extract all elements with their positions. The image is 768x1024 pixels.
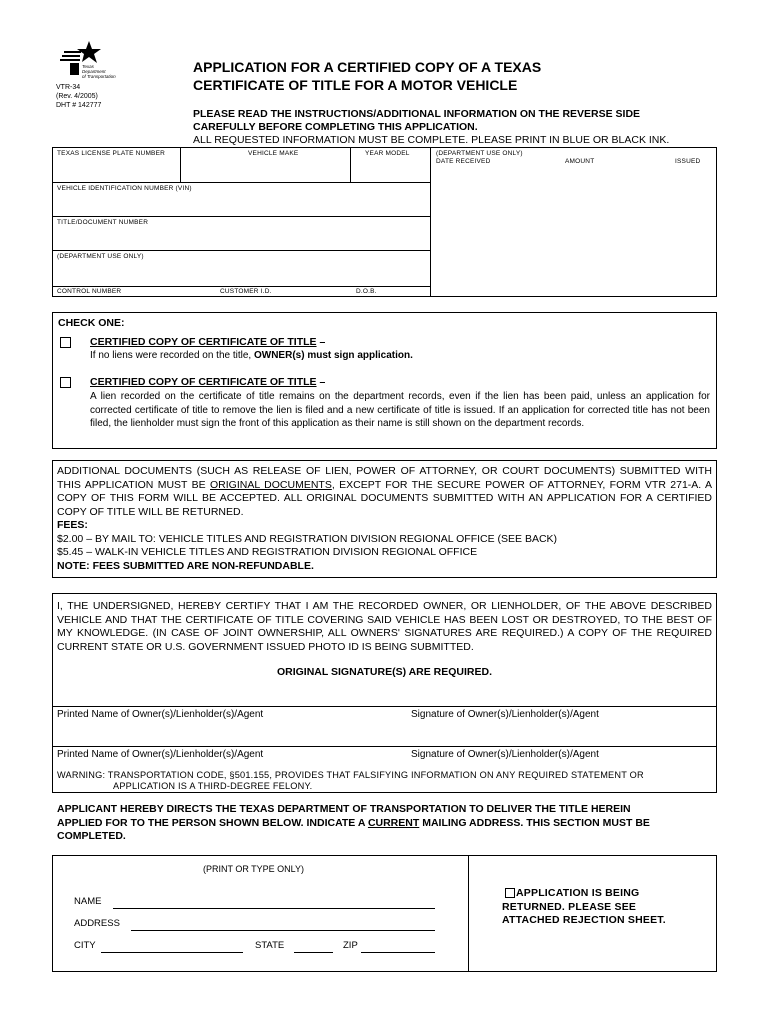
logo-line-2: Department: [82, 69, 106, 74]
dept-use-header: (DEPARTMENT USE ONLY): [436, 150, 523, 157]
option-1-dash: –: [316, 336, 326, 348]
fee-walk-in: $5.45 – WALK-IN VEHICLE TITLES AND REGISTRATION DIVISION REGIONAL OFFICE: [57, 546, 478, 558]
rejection-line-1: APPLICATION IS BEING: [516, 887, 640, 899]
city-label: CITY: [74, 940, 96, 951]
rejection-line-2: RETURNED. PLEASE SEE: [502, 900, 637, 913]
issued-label: ISSUED: [675, 158, 701, 165]
option-1-title: [90, 336, 325, 348]
option-2-description: A lien recorded on the certificate of title remains on the department records, even if the lien has been paid, unless an application for corrected certificate of title to remove the lien is filed and a new certificate of title is issued. If an application for corrected title has not been filed, the lienholder must sign the front of this application as their name is still shown on the department records.: [90, 391, 710, 429]
logo-line-1: Texas: [82, 64, 94, 69]
option-1-checkbox[interactable]: [60, 337, 71, 348]
documents-text-b: , EXCEPT FOR THE SECURE POWER OF ATTORNEY, FORM VTR 271-A. A COPY OF THIS FORM WILL BE ACCEPTED. ALL ORIGINAL DOCUMENTS SUBMITTED WITH AN APPLICATION FOR A CERTIFIED COPY OF TITLE WILL BE RETURNED.: [57, 478, 713, 518]
original-signature-required: ORIGINAL SIGNATURE(S) ARE REQUIRED.: [276, 666, 493, 678]
department-use-field: (DEPARTMENT USE ONLY): [57, 253, 144, 260]
state-label: STATE: [255, 940, 285, 951]
directive-line-1: APPLICANT HEREBY DIRECTS THE TEXAS DEPARTMENT OF TRANSPORTATION TO DELIVER THE TITLE HEREIN: [57, 803, 631, 815]
instructions-line-2: CAREFULLY BEFORE COMPLETING THIS APPLICATION.: [193, 121, 478, 133]
page-title: [193, 58, 541, 94]
year-model-field[interactable]: YEAR MODEL: [365, 150, 410, 157]
print-or-type-note: (PRINT OR TYPE ONLY): [203, 864, 305, 874]
instructions: [193, 108, 669, 147]
option-1-description: [90, 350, 413, 361]
delivery-directive: [57, 803, 712, 844]
option-2-dash: –: [316, 376, 326, 388]
divider: [52, 746, 717, 747]
date-received-label: DATE RECEIVED: [436, 158, 491, 165]
address-input[interactable]: [131, 930, 435, 931]
form-revision: (Rev. 4/2005): [56, 93, 98, 100]
logo-line-3: of Transportation: [82, 74, 116, 79]
instructions-line-3: ALL REQUESTED INFORMATION MUST BE COMPLETE. PLEASE PRINT IN BLUE OR BLACK INK.: [193, 134, 670, 146]
form-number: VTR-34: [56, 84, 81, 91]
fee-by-mail: $2.00 – BY MAIL TO: VEHICLE TITLES AND REGISTRATION DIVISION REGIONAL OFFICE (SEE BACK): [57, 533, 558, 545]
warning-line-1: WARNING: TRANSPORTATION CODE, §501.155, PROVIDES THAT FALSIFYING INFORMATION ON ANY REQUIRED STATEMENT OR: [57, 770, 644, 780]
divider: [468, 855, 469, 972]
divider: [180, 147, 181, 182]
logo-text: [82, 64, 116, 79]
option-1-title-text: CERTIFIED COPY OF CERTIFICATE OF TITLE: [90, 336, 317, 348]
name-label: NAME: [74, 896, 102, 907]
customer-id-field: CUSTOMER I.D.: [220, 288, 272, 295]
divider: [52, 182, 431, 183]
control-number-field: CONTROL NUMBER: [57, 288, 122, 295]
plate-number-field[interactable]: TEXAS LICENSE PLATE NUMBER: [57, 150, 166, 157]
directive-line-2: [57, 817, 712, 831]
signature-field-1[interactable]: Signature of Owner(s)/Lienholder(s)/Agent: [411, 709, 599, 720]
rejection-notice: [502, 887, 666, 928]
name-input[interactable]: [113, 908, 435, 909]
divider: [350, 147, 351, 182]
title-line-2: CERTIFICATE OF TITLE FOR A MOTOR VEHICLE: [193, 77, 518, 93]
title-document-number-field[interactable]: TITLE/DOCUMENT NUMBER: [57, 219, 149, 226]
amount-label: AMOUNT: [565, 158, 595, 165]
divider: [52, 706, 717, 707]
signature-field-2[interactable]: Signature of Owner(s)/Lienholder(s)/Agent: [411, 749, 599, 760]
zip-input[interactable]: [361, 952, 435, 953]
zip-label: ZIP: [343, 940, 358, 951]
fees-heading: FEES:: [57, 519, 88, 531]
divider: [52, 286, 431, 287]
title-line-1: APPLICATION FOR A CERTIFIED COPY OF A TEXAS: [193, 59, 542, 75]
form-identifiers: [56, 83, 101, 110]
instructions-line-1: PLEASE READ THE INSTRUCTIONS/ADDITIONAL INFORMATION ON THE REVERSE SIDE: [193, 108, 641, 120]
option-2-checkbox[interactable]: [60, 377, 71, 388]
certification-text: I, THE UNDERSIGNED, HEREBY CERTIFY THAT I AM THE RECORDED OWNER, OR LIENHOLDER, OF THE ABOVE DESCRIBED VEHICLE AND THAT THE CERTIFICATE OF TITLE COVERING SAID VEHICLE HAS BEEN LOST OR DESTROYED, TO THE BEST OF MY KNOWLEDGE. (IN CASE OF JOINT OWNERSHIP, ALL OWNERS' SIGNATURES ARE REQUIRED.) A COPY OF THE REQUIRED CURRENT STATE OR U.S. GOVERNMENT ISSUED PHOTO ID IS BEING SUBMITTED.: [57, 600, 712, 653]
warning-line-2: APPLICATION IS A THIRD-DEGREE FELONY.: [113, 781, 313, 791]
address-label: ADDRESS: [74, 918, 120, 929]
department-use-box: [430, 147, 717, 297]
felony-warning: [57, 770, 712, 792]
directive-line-3: COMPLETED.: [57, 830, 126, 842]
txdot-logo: [56, 40, 116, 82]
divider: [52, 250, 431, 251]
current-address: CURRENT: [367, 816, 420, 829]
original-documents: ORIGINAL DOCUMENTS: [210, 478, 332, 491]
fees-note: NOTE: FEES SUBMITTED ARE NON-REFUNDABLE.: [57, 560, 314, 572]
option-1-text-bold: OWNER(s) must sign application.: [253, 350, 413, 361]
dht-number: DHT # 142777: [56, 102, 102, 109]
printed-name-field-2[interactable]: Printed Name of Owner(s)/Lienholder(s)/Agent: [57, 749, 264, 760]
rejection-line-3: ATTACHED REJECTION SHEET.: [502, 914, 666, 926]
directive-line-2-a: APPLIED FOR TO THE PERSON SHOWN BELOW. INDICATE A: [57, 816, 368, 829]
printed-name-field-1[interactable]: Printed Name of Owner(s)/Lienholder(s)/Agent: [57, 709, 264, 720]
option-2-title-text: CERTIFIED COPY OF CERTIFICATE OF TITLE: [90, 376, 317, 388]
option-2-title: [90, 376, 325, 388]
vin-field[interactable]: VEHICLE IDENTIFICATION NUMBER (VIN): [57, 185, 192, 192]
check-one-heading: CHECK ONE:: [58, 317, 125, 329]
option-1-text: If no liens were recorded on the title,: [90, 350, 254, 361]
documents-text: [57, 465, 712, 519]
vehicle-make-field[interactable]: VEHICLE MAKE: [248, 150, 299, 157]
documents-text-a: ADDITIONAL DOCUMENTS (SUCH AS RELEASE OF LIEN, POWER OF ATTORNEY, OR COURT DOCUMENTS) SUBMITTED WITH THIS APPLICATION MUST BE: [57, 465, 712, 491]
city-input[interactable]: [101, 952, 243, 953]
dob-field: D.O.B.: [356, 288, 377, 295]
divider: [52, 216, 431, 217]
directive-line-2-b: MAILING ADDRESS. THIS SECTION MUST BE: [419, 816, 650, 829]
state-input[interactable]: [294, 952, 333, 953]
